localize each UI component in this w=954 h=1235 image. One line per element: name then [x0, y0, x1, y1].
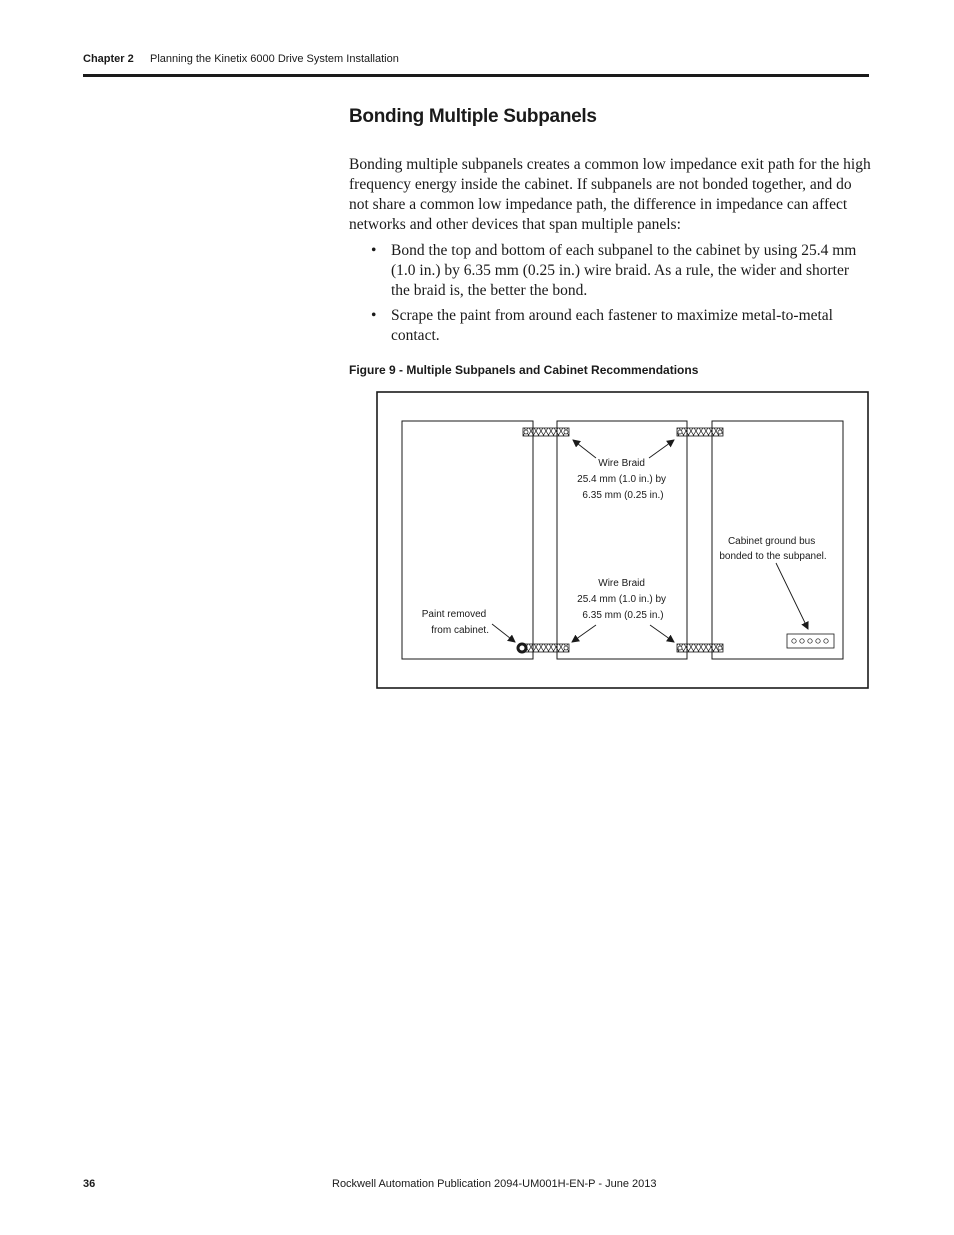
- wire-braid-top-left: [523, 428, 569, 436]
- chapter-title: Planning the Kinetix 6000 Drive System Installation: [150, 53, 399, 65]
- bullet-text: Bond the top and bottom of each subpanel to the cabinet by using 25.4 mm (1.0 in.) by 6.35 mm (0.25 in.) wire braid. As a rule, the wider and shorter the braid is, the better the bond.: [391, 242, 857, 299]
- section-heading: Bonding Multiple Subpanels: [349, 106, 597, 127]
- label-ground-bus: Cabinet ground bus bonded to the subpanel.: [719, 536, 827, 562]
- bullet-list: [349, 241, 871, 351]
- wire-braid-bottom-left: [523, 644, 569, 652]
- publication-info: Rockwell Automation Publication 2094-UM001H-EN-P - June 2013: [332, 1178, 657, 1190]
- ground-bus-bar: [787, 634, 834, 648]
- wire-braid-top-right: [677, 428, 723, 436]
- paint-removed-fastener: [517, 643, 528, 654]
- wire-braid-bottom-right: [677, 644, 723, 652]
- arrow-braid-top-left: [573, 440, 596, 458]
- arrow-braid-bottom-right: [650, 625, 674, 642]
- bullet-item: [349, 306, 871, 346]
- arrow-paint-removed: [492, 624, 515, 642]
- page-number: 36: [83, 1178, 96, 1190]
- bullet-glyph: •: [371, 307, 377, 324]
- label-wire-braid-bottom: Wire Braid 25.4 mm (1.0 in.) by 6.35 mm (0.25 in.): [577, 578, 667, 621]
- label-wire-braid-top: Wire Braid 25.4 mm (1.0 in.) by 6.35 mm (0.25 in.): [577, 458, 667, 501]
- running-header: [83, 53, 399, 65]
- chapter-label: Chapter 2: [83, 53, 134, 65]
- bullet-glyph: •: [371, 242, 377, 259]
- label-paint-removed: Paint removed from cabinet.: [421, 609, 489, 636]
- subpanel-middle: [557, 421, 687, 659]
- arrow-braid-top-right: [649, 440, 674, 458]
- figure-caption: Figure 9 - Multiple Subpanels and Cabinet Recommendations: [349, 363, 699, 377]
- bullet-text: Scrape the paint from around each fastener to maximize metal-to-metal contact.: [391, 307, 833, 344]
- arrow-braid-bottom-left: [572, 625, 596, 642]
- arrow-ground-bus: [776, 563, 808, 629]
- header-rule: [83, 74, 869, 77]
- subpanel-diagram: [376, 391, 869, 689]
- bullet-item: [349, 241, 871, 301]
- intro-paragraph: Bonding multiple subpanels creates a common low impedance exit path for the high frequency energy inside the cabinet. If subpanels are not bonded together, and do not share a common low impedance path, the difference in impedance can affect networks and other devices that span multiple panels:: [349, 156, 871, 233]
- subpanel-left: [402, 421, 533, 659]
